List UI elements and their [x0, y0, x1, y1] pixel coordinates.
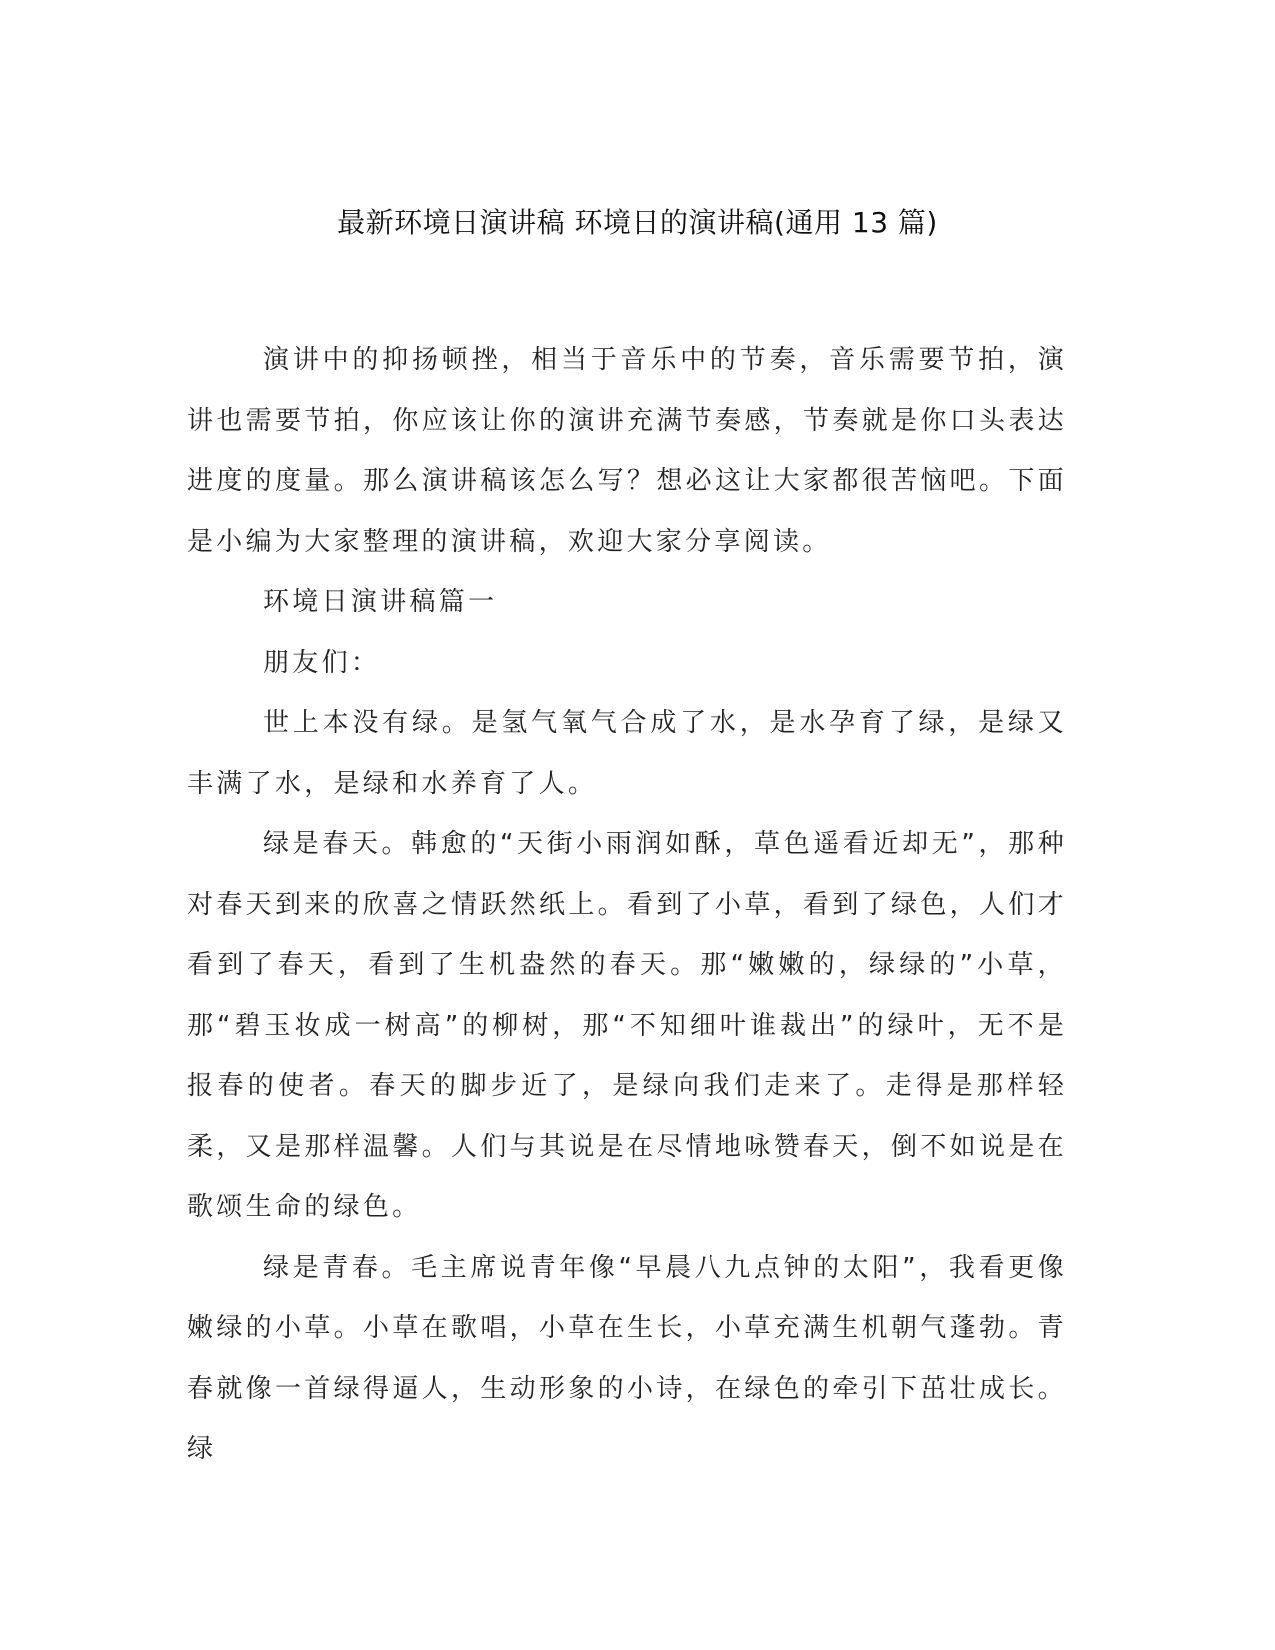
section-heading: 环境日演讲稿篇一 [263, 587, 498, 617]
body-paragraph: 世上本没有绿。是氢气氧气合成了水，是水孕育了绿，是绿又丰满了水，是绿和水养育了人。 [187, 708, 1067, 799]
document-title: 最新环境日演讲稿 环境日的演讲稿(通用 13 篇) [337, 206, 938, 239]
document-body [187, 330, 1067, 1480]
body-paragraph: 绿是青春。毛主席说青年像“早晨八九点钟的太阳”，我看更像嫩绿的小草。小草在歌唱，小草在生长，小草充满生机朝气蓬勃。青春就像一首绿得逼人，生动形象的小诗，在绿色的牵引下茁壮成长。绿 [187, 1252, 1067, 1464]
body-paragraph: 绿是春天。韩愈的“天街小雨润如酥，草色遥看近却无”，那种对春天到来的欣喜之情跃然纸上。看到了小草，看到了绿色，人们才看到了春天，看到了生机盎然的春天。那“嫩嫩的，绿绿的”小草，那“碧玉妆成一树高”的柳树，那“不知细叶谁裁出”的绿叶，无不是报春的使者。春天的脚步近了，是绿向我们走来了。走得是那样轻柔，又是那样温馨。人们与其说是在尽情地咏赞春天，倒不如说是在歌颂生命的绿色。 [187, 829, 1067, 1222]
intro-paragraph: 演讲中的抑扬顿挫，相当于音乐中的节奏，音乐需要节拍，演讲也需要节拍，你应该让你的演讲充满节奏感，节奏就是你口头表达进度的度量。那么演讲稿该怎么写？想必这让大家都很苦恼吧。下面是小编为大家整理的演讲稿，欢迎大家分享阅读。 [187, 345, 1067, 557]
salutation: 朋友们： [263, 647, 381, 678]
